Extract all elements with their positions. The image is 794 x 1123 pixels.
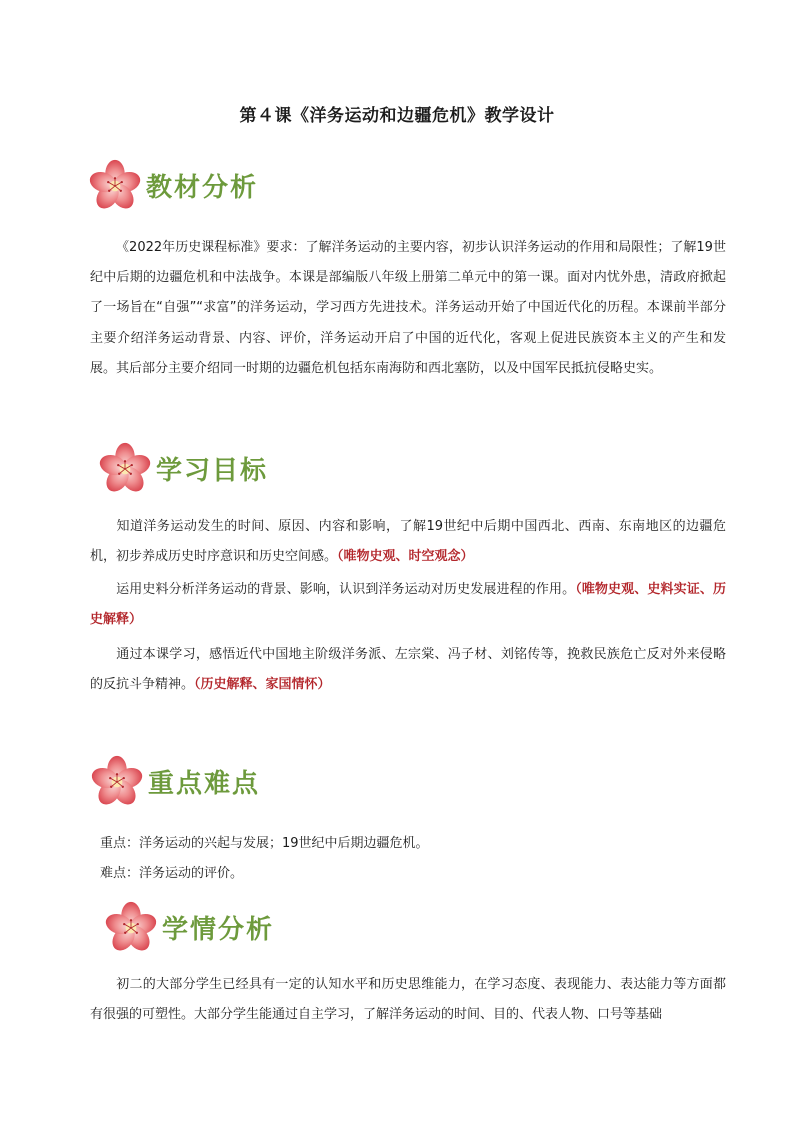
section-title-students: 学情分析 (162, 914, 275, 945)
goal-item (90, 512, 726, 572)
section-header-keypoints (88, 752, 260, 810)
goal-tag: （唯物史观、史料实证、历史解释） (90, 582, 726, 628)
goal-item (90, 575, 726, 635)
section-header-analysis (86, 156, 258, 214)
blossom-icon (102, 898, 160, 956)
section-title-analysis: 教材分析 (146, 172, 259, 203)
section-title-keypoints: 重点难点 (148, 768, 261, 799)
section-header-goals (96, 439, 268, 497)
goal-text: 通过本课学习，感悟近代中国地主阶级洋务派、左宗棠、冯子材、刘铭传等，挽救民族危亡反对外来侵略的反抗斗争精神。 (90, 647, 726, 693)
blossom-icon (96, 439, 154, 497)
difficulty-line: 难点：洋务运动的评价。 (100, 866, 244, 881)
students-paragraph (90, 970, 726, 1030)
goal-tag: （历史解释、家国情怀） (194, 677, 331, 693)
section-header-students (102, 898, 274, 956)
goal-tag: （唯物史观、时空观念） (337, 549, 474, 565)
goal-text: 知道洋务运动发生的时间、原因、内容和影响，了解19世纪中后期中国西北、西南、东南地区的边疆危机，初步养成历史时序意识和历史空间感。 (90, 519, 726, 565)
focus-line: 重点：洋务运动的兴起与发展；19世纪中后期边疆危机。 (100, 836, 429, 851)
blossom-icon (86, 156, 144, 214)
blossom-icon (88, 752, 146, 810)
section-title-goals: 学习目标 (156, 455, 269, 486)
analysis-text: 《2022年历史课程标准》要求：了解洋务运动的主要内容，初步认识洋务运动的作用和局限性；了解19世纪中后期的边疆危机和中法战争。本课是部编版八年级上册第二单元中的第一课。面对内忧外患，清政府掀起了一场旨在“自强”“求富”的洋务运动，学习西方先进技术。洋务运动开始了中国近代化的历程。本课前半部分主要介绍洋务运动背景、内容、评价，洋务运动开启了中国的近代化，客观上促进民族资本主义的产生和发展。其后部分主要介绍同一时期的边疆危机包括东南海防和西北塞防，以及中国军民抵抗侵略史实。 (90, 240, 726, 376)
students-text: 初二的大部分学生已经具有一定的认知水平和历史思维能力，在学习态度、表现能力、表达能力等方面都有很强的可塑性。大部分学生能通过自主学习，了解洋务运动的时间、目的、代表人物、口号等基础 (90, 977, 726, 1023)
goal-text: 运用史料分析洋务运动的背景、影响，认识到洋务运动对历史发展进程的作用。 (116, 582, 576, 597)
page-title: 第４课《洋务运动和边疆危机》教学设计 (239, 106, 555, 126)
goal-item (90, 640, 726, 700)
analysis-paragraph (90, 233, 726, 384)
